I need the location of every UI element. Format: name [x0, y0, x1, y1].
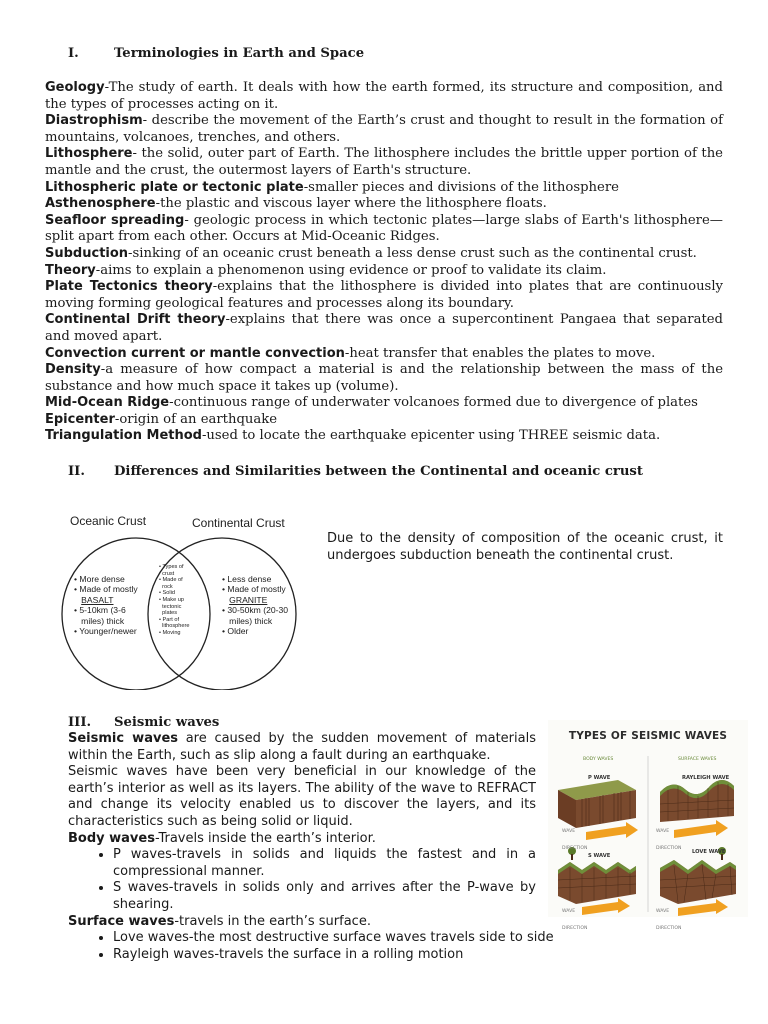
surface-waves-label: SURFACE WAVES	[678, 757, 717, 762]
granite-label: GRANITE	[229, 594, 268, 605]
list-item: • Make up tectonic plates	[159, 597, 189, 617]
list-item: • Love waves-the most destructive surface waves travels side to side	[113, 930, 633, 947]
list-item: • Types of crust	[159, 564, 189, 577]
surface-waves-list	[68, 930, 633, 963]
figure-title: TYPES OF SEISMIC WAVES	[568, 730, 728, 742]
list-item: • Solid	[159, 590, 189, 597]
seismic-intro: Seismic waves are caused by the sudden movement of materials within the Earth, such as slip along a fault during an earthquake.	[68, 731, 536, 763]
term-entry	[45, 395, 723, 412]
term-definition: -used to locate the earthquake epicenter using THREE seismic data.	[201, 428, 661, 444]
term-entry	[45, 196, 723, 213]
term-definition: - describe the movement of the Earth’s crust and thought to result in the formation of mountains, volcanoes, trenches, and others.	[45, 113, 723, 145]
seismic-waves-term: Seismic waves	[68, 731, 178, 746]
term-definition: -smaller pieces and divisions of the lithosphere	[303, 179, 619, 195]
list-item: • S waves-travels in solids only and arrives after the P-wave by shearing.	[113, 880, 536, 913]
list-item: • Moving	[159, 630, 189, 637]
wave-direction-label: WAVE DIRECTION	[656, 829, 682, 851]
term-entry	[45, 346, 723, 363]
list-item: • Rayleigh waves-travels the surface in a rolling motion	[113, 947, 633, 964]
term-name: Geology	[45, 80, 105, 95]
term-name: Epicenter	[45, 411, 115, 427]
continental-crust-title: Continental Crust	[192, 516, 285, 530]
love-wave-label: LOVE WAVE	[692, 849, 726, 855]
surface-waves-line: Surface waves-travels in the earth’s surface.	[68, 913, 371, 929]
wave-direction-label: WAVE DIRECTION	[562, 829, 588, 851]
term-definition: -a measure of how compact a material is and the relationship between the mass of the substance and how much space it takes up (volume).	[45, 362, 723, 394]
term-entry	[45, 263, 723, 280]
list-item: • 30-50km (20-30 miles) thick	[222, 605, 288, 626]
list-item: • Less dense	[222, 574, 288, 584]
wave-direction-label: WAVE DIRECTION	[562, 909, 588, 931]
term-definition: -continuous range of underwater volcanoes formed due to divergence of plates	[169, 395, 698, 411]
seismic-waves-section	[68, 731, 554, 963]
term-definition: -heat transfer that enables the plates to move.	[344, 345, 656, 361]
rayleigh-wave-label: RAYLEIGH WAVE	[682, 775, 730, 781]
continental-crust-list	[222, 574, 288, 636]
term-name: Subduction	[45, 245, 129, 261]
body-waves-term: Body waves	[68, 830, 155, 846]
term-entry	[45, 312, 723, 345]
term-definition: - the solid, outer part of Earth. The lithosphere includes the brittle upper portion of the mantle and the crust, the outermost layers of Earth's structure.	[45, 146, 723, 178]
p-wave-label: P WAVE	[588, 775, 611, 781]
list-item: • 5-10km (3-6 miles) thick	[74, 605, 138, 626]
section-1-number: I.	[68, 46, 79, 61]
term-name: Continental Drift theory	[45, 312, 226, 328]
surface-waves-term: Surface waves	[68, 913, 175, 929]
density-note: Due to the density of composition of the oceanic crust, it undergoes subduction beneath the continental crust.	[327, 531, 723, 563]
terminology-list	[45, 80, 723, 445]
body-waves-list	[68, 847, 536, 913]
term-definition: -explains that there was once a supercontinent Pangaea that separated and moved apart.	[45, 312, 723, 344]
section-2-number: II.	[68, 464, 85, 479]
wave-direction-label: WAVE DIRECTION	[656, 909, 682, 931]
term-name: Diastrophism	[45, 113, 143, 129]
section-2-title: Differences and Similarities between the Continental and oceanic crust	[114, 464, 643, 479]
list-item: • Part of lithosphere	[159, 617, 189, 630]
section-1-title: Terminologies in Earth and Space	[114, 46, 365, 61]
body-waves-label: BODY WAVES	[583, 757, 614, 762]
term-name: Convection current or mantle convection	[45, 345, 345, 361]
seismic-waves-figure	[548, 720, 748, 931]
term-definition: -the plastic and viscous layer where the lithosphere floats.	[155, 196, 547, 212]
seismic-paragraph: Seismic waves have been very beneficial in our knowledge of the earth’s interior as well as its layers. The ability of the wave to REFRACT and change its velocity enabled us to discover the layers, and its characteristics such as being solid or liquid.	[68, 764, 536, 829]
section-1-heading	[68, 46, 364, 63]
term-entry	[45, 146, 723, 179]
list-item: • P waves-travels in solids and liquids the fastest and in a compressional manner.	[113, 847, 536, 880]
section-3-number: III.	[68, 715, 92, 730]
oceanic-crust-title: Oceanic Crust	[70, 514, 147, 528]
term-definition: -The study of earth. It deals with how the earth formed, its structure and composition, and the types of processes acting on it.	[45, 80, 723, 112]
shared-traits-list	[159, 564, 189, 637]
term-name: Asthenosphere	[45, 196, 156, 212]
body-waves-line: Body waves-Travels inside the earth’s interior.	[68, 830, 376, 846]
basalt-label: BASALT	[81, 594, 114, 605]
term-definition: -origin of an earthquake	[114, 411, 278, 427]
term-entry	[45, 279, 723, 312]
term-definition: -aims to explain a phenomenon using evidence or proof to validate its claim.	[95, 262, 607, 278]
section-2-heading	[68, 464, 643, 481]
list-item: • More dense	[74, 574, 138, 584]
section-3-title: Seismic waves	[114, 715, 220, 730]
term-name: Theory	[45, 262, 96, 278]
term-name: Mid-Ocean Ridge	[45, 395, 170, 411]
term-name: Plate Tectonics theory	[45, 279, 213, 295]
term-entry	[45, 213, 723, 246]
term-entry	[45, 246, 723, 263]
s-wave-label: S WAVE	[588, 853, 611, 859]
wave-blocks	[548, 720, 748, 917]
list-item: • Made of rock	[159, 577, 189, 590]
list-item: • Made of mostly GRANITE	[222, 584, 288, 605]
term-name: Lithosphere	[45, 146, 133, 162]
term-entry	[45, 180, 723, 197]
list-item: • Older	[222, 626, 288, 636]
term-name: Lithospheric plate or tectonic plate	[45, 179, 304, 195]
oceanic-crust-list	[74, 574, 138, 636]
term-definition: -sinking of an oceanic crust beneath a less dense crust such as the continental crust.	[128, 245, 697, 261]
term-definition: -explains that the lithosphere is divided into plates that are continuously moving forming geological features and processes along its boundary.	[45, 279, 723, 311]
term-entry	[45, 80, 723, 113]
term-name: Seafloor spreading	[45, 212, 185, 228]
term-entry	[45, 113, 723, 146]
term-entry	[45, 362, 723, 395]
term-definition: - geologic process in which tectonic plates—large slabs of Earth's lithosphere—split apart from each other. Occurs at Mid-Oceanic Ridges.	[45, 212, 723, 245]
term-entry	[45, 412, 723, 429]
section-3-heading	[68, 715, 219, 732]
crust-venn-diagram	[60, 510, 300, 690]
list-item: • Made of mostly BASALT	[74, 584, 138, 605]
term-name: Density	[45, 362, 101, 378]
term-name: Triangulation Method	[45, 428, 202, 444]
list-item: • Younger/newer	[74, 626, 138, 636]
term-entry	[45, 428, 723, 445]
